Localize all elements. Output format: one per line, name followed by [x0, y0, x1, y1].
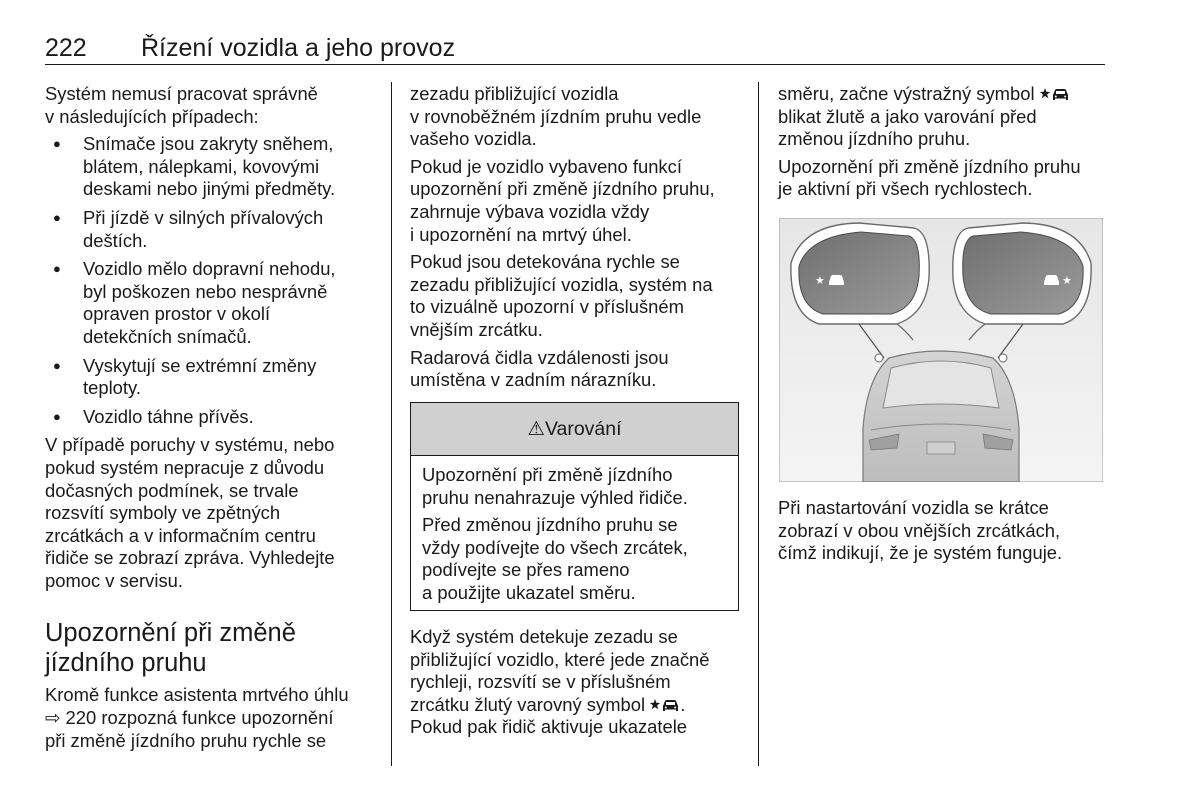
column-divider — [391, 82, 392, 766]
page-header — [45, 34, 1105, 65]
paragraph: Když systém detekuje zezadu se přibližující vozidlo, které jede značně rychleji, rozsvítí se v příslušném zrcátku žlutý varovný symbol . Pokud pak řidič aktivuje ukazatele — [410, 626, 710, 738]
list-item: ● Při jízdě v silných přívalových deštích. — [45, 207, 380, 252]
paragraph: Upozornění při změně jízdního pruhu nenahrazuje výhled řidiče. — [422, 464, 688, 508]
mirror-illustration — [779, 218, 1103, 482]
column-right-lower — [778, 497, 1108, 570]
lane-change-paragraph: Kromě funkce asistenta mrtvého úhlu ⇨ 220 rozpozná funkce upozornění při změně jízdního pruhu rychle se — [45, 684, 349, 751]
column-middle — [410, 83, 750, 397]
paragraph: Radarová čidla vzdálenosti jsou umístěna v zadním nárazníku. — [410, 346, 669, 391]
warning-triangle-icon: ⚠ — [527, 418, 545, 440]
column-middle-lower — [410, 626, 750, 744]
column-right — [778, 83, 1108, 206]
paragraph: zezadu přibližující vozidla v rovnoběžném jízdním pruhu vedle vašeho vozidla. — [410, 83, 702, 150]
list-item: ● Vozidlo mělo dopravní nehodu, byl poškozen nebo nesprávně opraven prostor v okolí detekčních snímačů. — [45, 258, 380, 348]
conditions-list — [45, 133, 380, 428]
fault-paragraph: V případě poruchy v systému, nebo pokud systém nepracuje z důvodu dočasných podmínek, se trvale rozsvítí symboly ve zpětných zrcátkách a v informačním centru řidiče se zobrazí zpráva. Vyhledejte pomoc v servisu. — [45, 434, 335, 591]
list-item: ● Vyskytují se extrémní změny teploty. — [45, 355, 380, 400]
star-car-icon — [650, 697, 680, 713]
warning-box — [410, 402, 739, 611]
column-left — [45, 83, 380, 757]
warning-body — [411, 456, 738, 618]
arrow-reference-icon[interactable]: ⇨ — [45, 707, 61, 729]
car-rear-illustration — [863, 351, 1019, 482]
warning-header — [411, 403, 738, 456]
column-divider — [758, 82, 759, 766]
chapter-title: Řízení vozidla a jeho provoz — [141, 34, 456, 62]
paragraph: Pokud jsou detekována rychle se zezadu přibližující vozidla, systém na to vizuálně upozorní v příslušném vnějším zrcátku. — [410, 251, 713, 340]
paragraph: směru, začne výstražný symbol blikat žlutě a jako varování před změnou jízdního pruhu. — [778, 83, 1108, 151]
paragraph: Při nastartování vozidla se krátce zobrazí v obou vnějších zrcátkách, čímž indikují, že je systém funguje. — [778, 497, 1063, 564]
list-item: ● Snímače jsou zakryty sněhem, blátem, nálepkami, kovovými deskami nebo jinými předměty. — [45, 133, 380, 201]
svg-text:★: ★ — [1062, 274, 1072, 287]
warning-title: Varování — [544, 418, 622, 440]
section-heading: Upozornění při změně jízdního pruhu — [45, 619, 296, 678]
paragraph: Pokud je vozidlo vybaveno funkcí upozornění při změně jízdního pruhu, zahrnuje výbava vozidla vždy i upozornění na mrtvý úhel. — [410, 155, 715, 245]
star-car-icon — [1040, 86, 1070, 102]
svg-text:★: ★ — [815, 274, 825, 287]
paragraph: Upozornění při změně jízdního pruhu je aktivní při všech rychlostech. — [778, 155, 1081, 200]
list-item: ● Vozidlo táhne přívěs. — [45, 406, 380, 429]
page-number: 222 — [45, 34, 87, 62]
paragraph: Před změnou jízdního pruhu se vždy podívejte do všech zrcátek, podívejte se přes rameno a použijte ukazatel směru. — [422, 514, 688, 603]
intro-paragraph: Systém nemusí pracovat správně v následujících případech: — [45, 83, 318, 127]
